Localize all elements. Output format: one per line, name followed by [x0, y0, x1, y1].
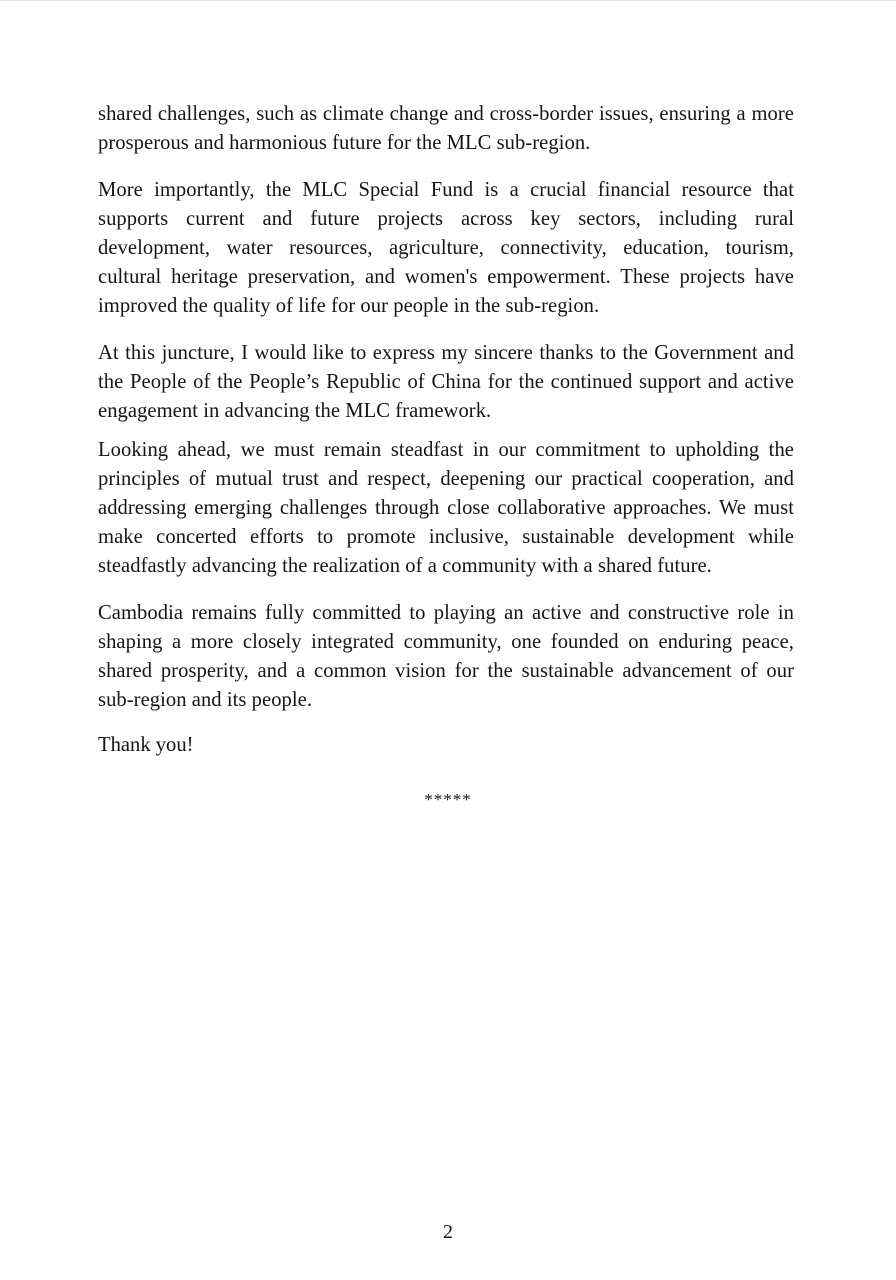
page-number: 2	[443, 1221, 453, 1243]
section-separator: *****	[424, 790, 472, 809]
closing-line: Thank you!	[98, 734, 194, 756]
paragraph-mlc-special-fund: More importantly, the MLC Special Fund is a crucial financial resource that supports current and future projects across key sectors, including rural development, water resources, agriculture, connectivity, education, tourism, cultural heritage preservation, and women's empowerment. These projects have improved the quality of life for our people in the sub-region.	[98, 179, 794, 317]
paragraph-shared-challenges: shared challenges, such as climate change and cross-border issues, ensuring a more prosperous and harmonious future for the MLC sub-region.	[98, 103, 794, 154]
paragraph-thanks-to-china: At this juncture, I would like to express my sincere thanks to the Government and the People of the People’s Republic of China for the continued support and active engagement in advancing the MLC framework.	[98, 342, 794, 422]
paragraph-cambodia-commitment: Cambodia remains fully committed to playing an active and constructive role in shaping a more closely integrated community, one founded on enduring peace, shared prosperity, and a common vision for the sustainable advancement of our sub-region and its people.	[98, 602, 794, 711]
paragraph-looking-ahead: Looking ahead, we must remain steadfast in our commitment to upholding the principles of mutual trust and respect, deepening our practical cooperation, and addressing emerging challenges through close collaborative approaches. We must make concerted efforts to promote inclusive, sustainable development while steadfastly advancing the realization of a community with a shared future.	[98, 439, 794, 577]
body-text	[98, 100, 794, 760]
top-edge-line	[0, 0, 896, 1]
